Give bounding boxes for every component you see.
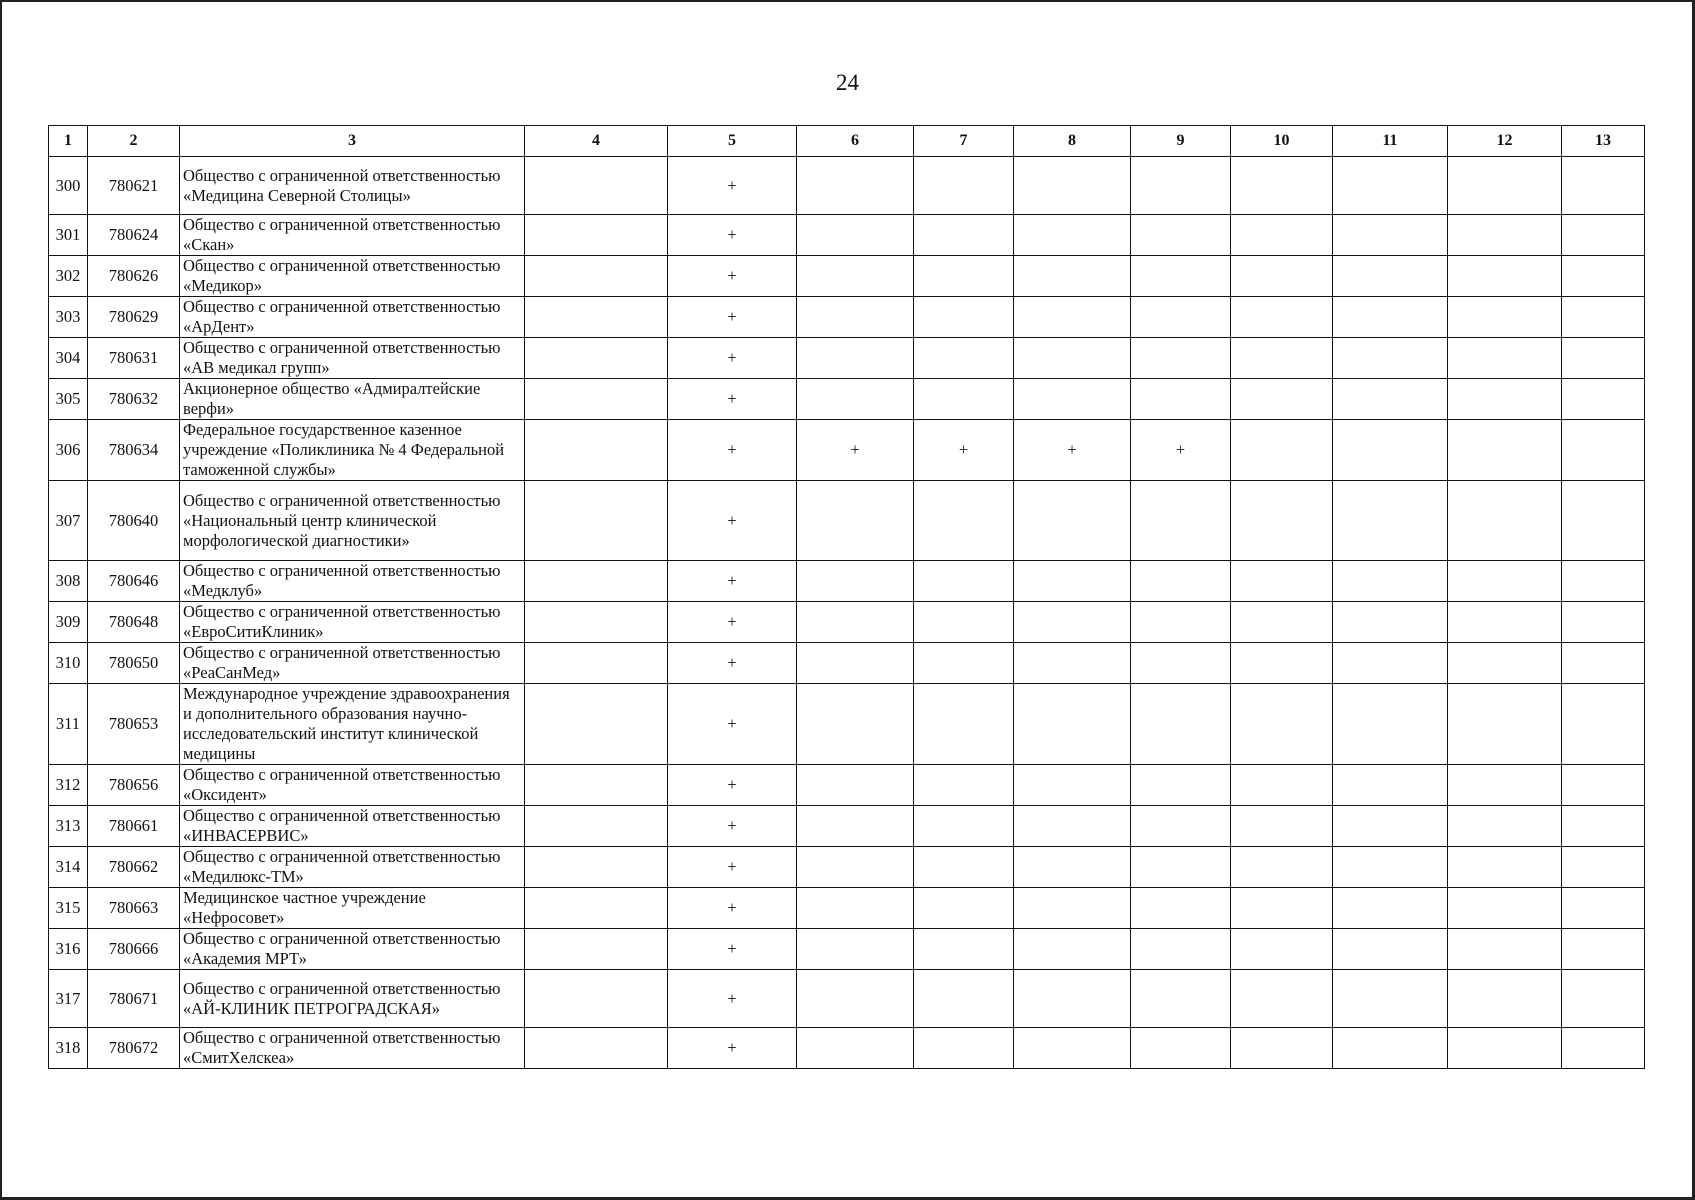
row-number: 310 <box>49 643 88 684</box>
org-name: Общество с ограниченной ответственностью «АВ медикал групп» <box>180 338 525 379</box>
column-header-3: 3 <box>180 126 525 157</box>
cell-col-4 <box>525 481 668 561</box>
cell-col-13 <box>1562 256 1645 297</box>
cell-col-9 <box>1131 765 1231 806</box>
org-name: Общество с ограниченной ответственностью «Оксидент» <box>180 765 525 806</box>
cell-col-13 <box>1562 379 1645 420</box>
cell-col-7 <box>914 643 1014 684</box>
cell-col-12 <box>1448 215 1562 256</box>
cell-col-9 <box>1131 1028 1231 1069</box>
column-header-7: 7 <box>914 126 1014 157</box>
cell-col-4 <box>525 157 668 215</box>
cell-col-7 <box>914 684 1014 765</box>
cell-col-9 <box>1131 297 1231 338</box>
cell-col-7 <box>914 602 1014 643</box>
cell-col-8 <box>1014 765 1131 806</box>
org-code: 780634 <box>88 420 180 481</box>
org-name: Общество с ограниченной ответственностью «АЙ-КЛИНИК ПЕТРОГРАДСКАЯ» <box>180 970 525 1028</box>
cell-col-6 <box>797 970 914 1028</box>
cell-col-5: + <box>668 561 797 602</box>
cell-col-7 <box>914 256 1014 297</box>
cell-col-4 <box>525 602 668 643</box>
cell-col-10 <box>1231 256 1333 297</box>
cell-col-13 <box>1562 481 1645 561</box>
cell-col-9 <box>1131 888 1231 929</box>
cell-col-9 <box>1131 561 1231 602</box>
cell-col-5: + <box>668 643 797 684</box>
cell-col-6: + <box>797 420 914 481</box>
cell-col-11 <box>1333 684 1448 765</box>
org-name: Общество с ограниченной ответственностью «Медицина Северной Столицы» <box>180 157 525 215</box>
org-code: 780626 <box>88 256 180 297</box>
cell-col-12 <box>1448 481 1562 561</box>
org-name: Общество с ограниченной ответственностью «Академия МРТ» <box>180 929 525 970</box>
table-row <box>49 602 1645 643</box>
cell-col-6 <box>797 684 914 765</box>
org-name: Общество с ограниченной ответственностью «СмитХелскеа» <box>180 1028 525 1069</box>
table-row <box>49 1028 1645 1069</box>
cell-col-5: + <box>668 157 797 215</box>
cell-col-10 <box>1231 338 1333 379</box>
cell-col-8 <box>1014 970 1131 1028</box>
column-header-9: 9 <box>1131 126 1231 157</box>
table-row <box>49 256 1645 297</box>
cell-col-13 <box>1562 643 1645 684</box>
cell-col-9 <box>1131 602 1231 643</box>
cell-col-6 <box>797 602 914 643</box>
cell-col-8 <box>1014 602 1131 643</box>
cell-col-7 <box>914 1028 1014 1069</box>
org-code: 780671 <box>88 970 180 1028</box>
column-header-11: 11 <box>1333 126 1448 157</box>
org-code: 780629 <box>88 297 180 338</box>
cell-col-13 <box>1562 765 1645 806</box>
cell-col-12 <box>1448 157 1562 215</box>
cell-col-13 <box>1562 215 1645 256</box>
cell-col-7 <box>914 297 1014 338</box>
cell-col-6 <box>797 379 914 420</box>
cell-col-6 <box>797 157 914 215</box>
cell-col-11 <box>1333 256 1448 297</box>
cell-col-8 <box>1014 297 1131 338</box>
cell-col-10 <box>1231 643 1333 684</box>
cell-col-7 <box>914 379 1014 420</box>
cell-col-5: + <box>668 806 797 847</box>
cell-col-11 <box>1333 847 1448 888</box>
cell-col-8 <box>1014 481 1131 561</box>
cell-col-13 <box>1562 970 1645 1028</box>
cell-col-9 <box>1131 379 1231 420</box>
cell-col-5: + <box>668 888 797 929</box>
cell-col-12 <box>1448 420 1562 481</box>
cell-col-7: + <box>914 420 1014 481</box>
cell-col-13 <box>1562 338 1645 379</box>
cell-col-8 <box>1014 561 1131 602</box>
cell-col-4 <box>525 970 668 1028</box>
cell-col-7 <box>914 215 1014 256</box>
cell-col-7 <box>914 929 1014 970</box>
cell-col-13 <box>1562 684 1645 765</box>
cell-col-4 <box>525 297 668 338</box>
org-code: 780656 <box>88 765 180 806</box>
org-code: 780621 <box>88 157 180 215</box>
org-name: Общество с ограниченной ответственностью «ЕвроСитиКлиник» <box>180 602 525 643</box>
org-code: 780662 <box>88 847 180 888</box>
table-row <box>49 806 1645 847</box>
cell-col-13 <box>1562 420 1645 481</box>
cell-col-6 <box>797 215 914 256</box>
cell-col-11 <box>1333 379 1448 420</box>
cell-col-7 <box>914 970 1014 1028</box>
cell-col-10 <box>1231 215 1333 256</box>
cell-col-7 <box>914 888 1014 929</box>
cell-col-4 <box>525 643 668 684</box>
cell-col-10 <box>1231 157 1333 215</box>
cell-col-8 <box>1014 256 1131 297</box>
cell-col-8 <box>1014 684 1131 765</box>
table-row <box>49 765 1645 806</box>
cell-col-6 <box>797 765 914 806</box>
column-header-10: 10 <box>1231 126 1333 157</box>
column-header-13: 13 <box>1562 126 1645 157</box>
table-row <box>49 420 1645 481</box>
cell-col-4 <box>525 765 668 806</box>
org-code: 780672 <box>88 1028 180 1069</box>
org-code: 780624 <box>88 215 180 256</box>
row-number: 309 <box>49 602 88 643</box>
table-row <box>49 215 1645 256</box>
cell-col-9 <box>1131 157 1231 215</box>
table-row <box>49 297 1645 338</box>
cell-col-4 <box>525 420 668 481</box>
org-name: Общество с ограниченной ответственностью «Медклуб» <box>180 561 525 602</box>
org-name: Общество с ограниченной ответственностью «ИНВАСЕРВИС» <box>180 806 525 847</box>
cell-col-5: + <box>668 420 797 481</box>
header-row <box>49 126 1645 157</box>
row-number: 308 <box>49 561 88 602</box>
row-number: 302 <box>49 256 88 297</box>
cell-col-5: + <box>668 338 797 379</box>
row-number: 304 <box>49 338 88 379</box>
cell-col-12 <box>1448 643 1562 684</box>
cell-col-5: + <box>668 847 797 888</box>
page-number: 24 <box>836 70 859 95</box>
cell-col-11 <box>1333 1028 1448 1069</box>
column-header-1: 1 <box>49 126 88 157</box>
cell-col-6 <box>797 256 914 297</box>
cell-col-8 <box>1014 643 1131 684</box>
cell-col-13 <box>1562 806 1645 847</box>
table-row <box>49 561 1645 602</box>
cell-col-12 <box>1448 338 1562 379</box>
cell-col-7 <box>914 157 1014 215</box>
cell-col-6 <box>797 561 914 602</box>
cell-col-8 <box>1014 338 1131 379</box>
cell-col-7 <box>914 561 1014 602</box>
table-row <box>49 643 1645 684</box>
org-name: Общество с ограниченной ответственностью «Медилюкс-ТМ» <box>180 847 525 888</box>
org-name: Общество с ограниченной ответственностью «Национальный центр клинической морфологической диагностики» <box>180 481 525 561</box>
org-name: Общество с ограниченной ответственностью «РеаСанМед» <box>180 643 525 684</box>
cell-col-10 <box>1231 379 1333 420</box>
cell-col-4 <box>525 806 668 847</box>
cell-col-11 <box>1333 602 1448 643</box>
cell-col-4 <box>525 888 668 929</box>
cell-col-5: + <box>668 481 797 561</box>
cell-col-6 <box>797 888 914 929</box>
cell-col-6 <box>797 1028 914 1069</box>
table-body <box>49 157 1645 1069</box>
cell-col-11 <box>1333 970 1448 1028</box>
row-number: 303 <box>49 297 88 338</box>
cell-col-9 <box>1131 929 1231 970</box>
column-header-12: 12 <box>1448 126 1562 157</box>
cell-col-8 <box>1014 929 1131 970</box>
org-name: Акционерное общество «Адмиралтейские верфи» <box>180 379 525 420</box>
cell-col-8 <box>1014 806 1131 847</box>
cell-col-10 <box>1231 561 1333 602</box>
cell-col-9 <box>1131 643 1231 684</box>
cell-col-6 <box>797 297 914 338</box>
cell-col-8 <box>1014 888 1131 929</box>
cell-col-12 <box>1448 297 1562 338</box>
cell-col-12 <box>1448 256 1562 297</box>
cell-col-4 <box>525 338 668 379</box>
cell-col-10 <box>1231 297 1333 338</box>
cell-col-11 <box>1333 338 1448 379</box>
cell-col-10 <box>1231 888 1333 929</box>
org-name: Общество с ограниченной ответственностью «АрДент» <box>180 297 525 338</box>
cell-col-5: + <box>668 970 797 1028</box>
row-number: 312 <box>49 765 88 806</box>
cell-col-8 <box>1014 847 1131 888</box>
cell-col-10 <box>1231 1028 1333 1069</box>
org-code: 780650 <box>88 643 180 684</box>
row-number: 313 <box>49 806 88 847</box>
cell-col-12 <box>1448 684 1562 765</box>
row-number: 311 <box>49 684 88 765</box>
org-name: Федеральное государственное казенное учреждение «Поликлиника № 4 Федеральной таможенной службы» <box>180 420 525 481</box>
cell-col-5: + <box>668 297 797 338</box>
cell-col-5: + <box>668 215 797 256</box>
table-row <box>49 847 1645 888</box>
cell-col-12 <box>1448 888 1562 929</box>
table-row <box>49 970 1645 1028</box>
cell-col-9 <box>1131 256 1231 297</box>
org-code: 780640 <box>88 481 180 561</box>
column-header-4: 4 <box>525 126 668 157</box>
cell-col-12 <box>1448 765 1562 806</box>
cell-col-10 <box>1231 970 1333 1028</box>
cell-col-13 <box>1562 888 1645 929</box>
org-code: 780666 <box>88 929 180 970</box>
cell-col-9 <box>1131 684 1231 765</box>
cell-col-7 <box>914 338 1014 379</box>
cell-col-5: + <box>668 929 797 970</box>
row-number: 305 <box>49 379 88 420</box>
cell-col-13 <box>1562 602 1645 643</box>
cell-col-13 <box>1562 929 1645 970</box>
cell-col-10 <box>1231 602 1333 643</box>
cell-col-4 <box>525 379 668 420</box>
scan-border-top <box>0 0 1695 2</box>
cell-col-11 <box>1333 215 1448 256</box>
org-name: Медицинское частное учреждение «Нефросовет» <box>180 888 525 929</box>
cell-col-11 <box>1333 420 1448 481</box>
column-header-6: 6 <box>797 126 914 157</box>
cell-col-12 <box>1448 929 1562 970</box>
row-number: 307 <box>49 481 88 561</box>
row-number: 318 <box>49 1028 88 1069</box>
cell-col-4 <box>525 1028 668 1069</box>
cell-col-6 <box>797 929 914 970</box>
cell-col-12 <box>1448 602 1562 643</box>
cell-col-6 <box>797 847 914 888</box>
cell-col-6 <box>797 643 914 684</box>
row-number: 316 <box>49 929 88 970</box>
org-code: 780653 <box>88 684 180 765</box>
cell-col-12 <box>1448 970 1562 1028</box>
column-header-2: 2 <box>88 126 180 157</box>
cell-col-10 <box>1231 684 1333 765</box>
table-row <box>49 481 1645 561</box>
org-code: 780646 <box>88 561 180 602</box>
org-name: Общество с ограниченной ответственностью «Скан» <box>180 215 525 256</box>
cell-col-8 <box>1014 215 1131 256</box>
cell-col-4 <box>525 561 668 602</box>
cell-col-13 <box>1562 1028 1645 1069</box>
cell-col-10 <box>1231 765 1333 806</box>
cell-col-8: + <box>1014 420 1131 481</box>
cell-col-4 <box>525 215 668 256</box>
row-number: 306 <box>49 420 88 481</box>
cell-col-11 <box>1333 157 1448 215</box>
org-code: 780661 <box>88 806 180 847</box>
cell-col-11 <box>1333 643 1448 684</box>
cell-col-12 <box>1448 379 1562 420</box>
cell-col-8 <box>1014 157 1131 215</box>
cell-col-4 <box>525 929 668 970</box>
registry-table <box>48 125 1645 1069</box>
cell-col-4 <box>525 684 668 765</box>
cell-col-7 <box>914 847 1014 888</box>
cell-col-5: + <box>668 765 797 806</box>
cell-col-9 <box>1131 215 1231 256</box>
cell-col-5: + <box>668 602 797 643</box>
row-number: 300 <box>49 157 88 215</box>
row-number: 315 <box>49 888 88 929</box>
column-header-5: 5 <box>668 126 797 157</box>
cell-col-7 <box>914 806 1014 847</box>
cell-col-13 <box>1562 561 1645 602</box>
cell-col-7 <box>914 481 1014 561</box>
cell-col-10 <box>1231 847 1333 888</box>
row-number: 301 <box>49 215 88 256</box>
cell-col-9 <box>1131 847 1231 888</box>
table-row <box>49 684 1645 765</box>
cell-col-5: + <box>668 256 797 297</box>
cell-col-4 <box>525 256 668 297</box>
cell-col-6 <box>797 806 914 847</box>
cell-col-13 <box>1562 847 1645 888</box>
cell-col-5: + <box>668 684 797 765</box>
table-row <box>49 157 1645 215</box>
cell-col-13 <box>1562 297 1645 338</box>
cell-col-11 <box>1333 297 1448 338</box>
cell-col-9 <box>1131 338 1231 379</box>
cell-col-6 <box>797 481 914 561</box>
cell-col-4 <box>525 847 668 888</box>
org-code: 780632 <box>88 379 180 420</box>
table-row <box>49 929 1645 970</box>
cell-col-11 <box>1333 481 1448 561</box>
cell-col-10 <box>1231 481 1333 561</box>
cell-col-6 <box>797 338 914 379</box>
cell-col-12 <box>1448 806 1562 847</box>
cell-col-9: + <box>1131 420 1231 481</box>
cell-col-9 <box>1131 970 1231 1028</box>
cell-col-5: + <box>668 1028 797 1069</box>
cell-col-8 <box>1014 1028 1131 1069</box>
org-code: 780648 <box>88 602 180 643</box>
org-code: 780631 <box>88 338 180 379</box>
cell-col-12 <box>1448 1028 1562 1069</box>
table-row <box>49 338 1645 379</box>
cell-col-12 <box>1448 561 1562 602</box>
cell-col-10 <box>1231 420 1333 481</box>
row-number: 314 <box>49 847 88 888</box>
cell-col-11 <box>1333 561 1448 602</box>
cell-col-7 <box>914 765 1014 806</box>
cell-col-9 <box>1131 481 1231 561</box>
row-number: 317 <box>49 970 88 1028</box>
cell-col-11 <box>1333 888 1448 929</box>
cell-col-10 <box>1231 806 1333 847</box>
cell-col-12 <box>1448 847 1562 888</box>
cell-col-8 <box>1014 379 1131 420</box>
org-name: Общество с ограниченной ответственностью «Медикор» <box>180 256 525 297</box>
org-name: Международное учреждение здравоохранения и дополнительного образования научно-исследовательский институт клинической медицины <box>180 684 525 765</box>
column-header-8: 8 <box>1014 126 1131 157</box>
cell-col-11 <box>1333 806 1448 847</box>
cell-col-10 <box>1231 929 1333 970</box>
scan-border-left <box>0 0 2 1200</box>
table-row <box>49 379 1645 420</box>
table-row <box>49 888 1645 929</box>
org-code: 780663 <box>88 888 180 929</box>
cell-col-13 <box>1562 157 1645 215</box>
cell-col-11 <box>1333 765 1448 806</box>
cell-col-9 <box>1131 806 1231 847</box>
cell-col-11 <box>1333 929 1448 970</box>
cell-col-5: + <box>668 379 797 420</box>
